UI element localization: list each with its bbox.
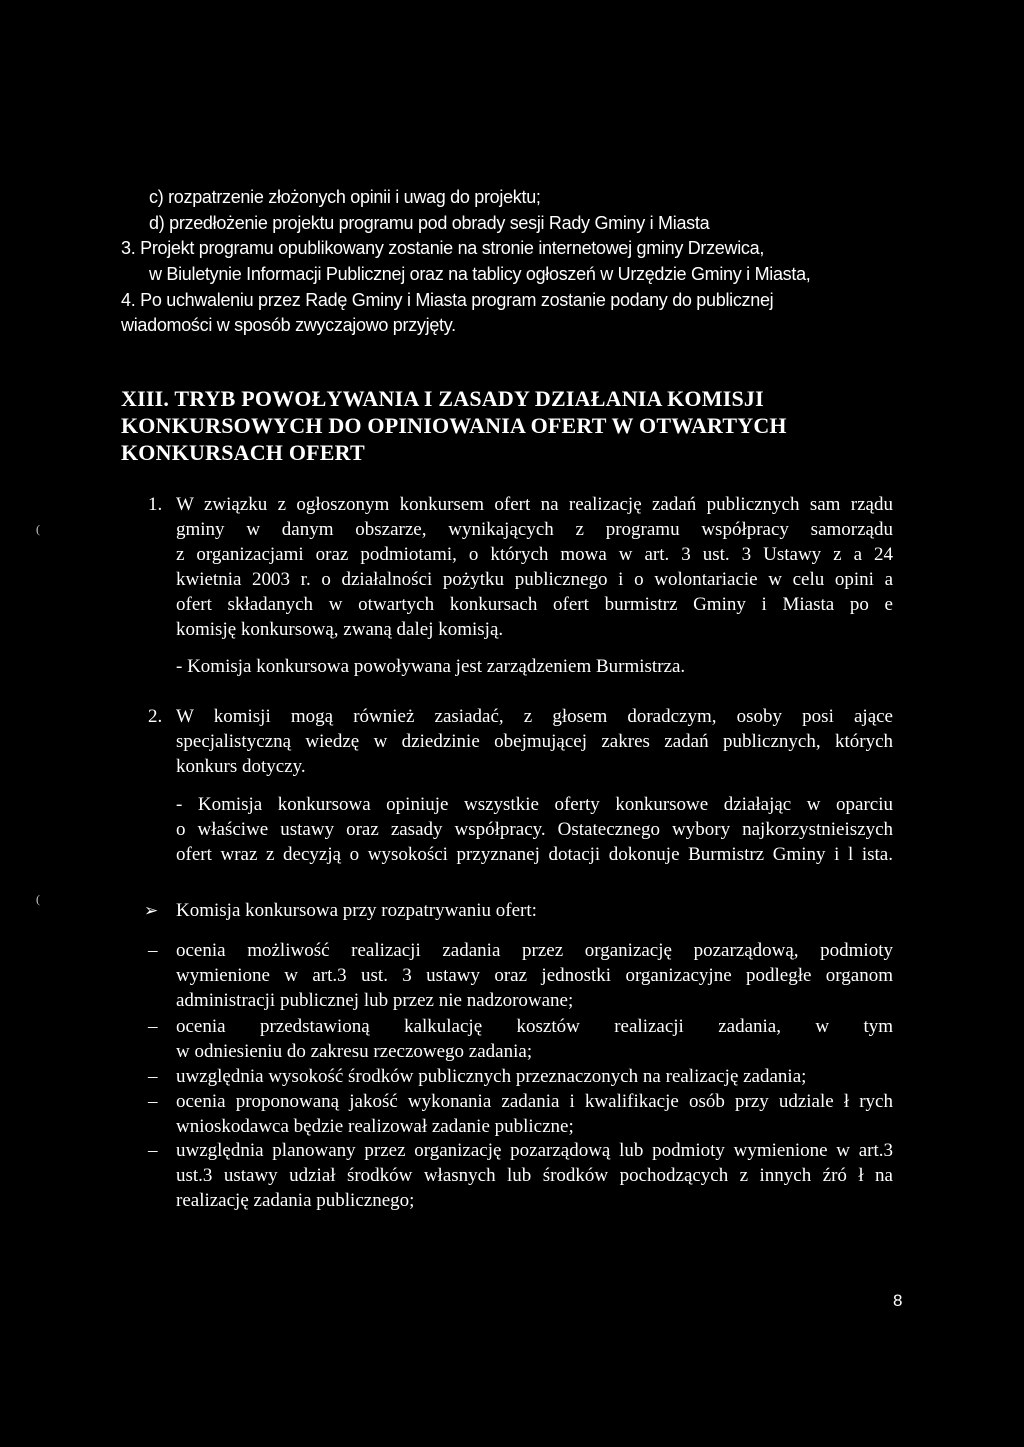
intro-line-3b: w Biuletynie Informacji Publicznej oraz na tablicy ogłoszeń w Urzędzie Gminy i Miasta, [149,264,811,284]
intro-line-4b: wiadomości w sposób zwyczajowo przyjęty. [121,315,456,335]
commission-item-line: realizację zadania publicznego; [176,1190,415,1211]
point-2-line: specjalistyczną wiedzę w dziedzinie obejmującej zakres zadań publicznych, których [176,731,893,752]
point-1-line: kwietnia 2003 r. o działalności pożytku publicznego i o wolontariacie w celu opini a [176,569,893,590]
point-1-line: gminy w danym obszarze, wynikających z programu współpracy samorządu [176,519,893,540]
commission-item-line: uwzględnia wysokość środków publicznych przeznaczonych na realizację zadania; [176,1066,807,1087]
point-1-number: 1. [148,494,163,515]
point-2-note-line: ofert wraz z decyzją o wysokości przyznanej dotacji dokonuje Burmistrz Gminy i l ista. [176,844,893,865]
point-2-line: W komisji mogą również zasiadać, z głosem doradczym, osoby posi ające [176,706,893,727]
intro-line-4a: 4. Po uchwaleniu przez Radę Gminy i Miasta program zostanie podany do publicznej [121,290,774,310]
point-2-line: konkurs dotyczy. [176,756,306,777]
page-number: 8 [893,1291,903,1310]
point-1-line: komisję konkursową, zwaną dalej komisją. [176,619,504,640]
commission-item-line: ocenia proponowaną jakość wykonania zadania i kwalifikacje osób przy udziale ł rych [176,1091,893,1112]
dash-bullet: – [148,940,158,961]
arrow-bullet-icon: ➢ [144,901,159,921]
margin-mark: ( [36,522,40,536]
section-heading-line-2: KONKURSOWYCH DO OPINIOWANIA OFERT W OTWARTYCH [121,413,787,438]
commission-item-line: uwzględnia planowany przez organizację pozarządową lub podmioty wymienione w art.3 [176,1140,893,1161]
dash-bullet: – [148,1140,158,1161]
commission-item-line: administracji publicznej lub przez nie nadzorowane; [176,990,574,1011]
intro-line-d: d) przedłożenie projektu programu pod obrady sesji Rady Gminy i Miasta [149,213,710,233]
point-2-note-line: o właściwe ustawy oraz zasady współpracy. Ostatecznego wybory najkorzystnieiszych [176,819,893,840]
margin-mark: ( [36,892,40,906]
commission-item-line: wnioskodawca będzie realizował zadanie publiczne; [176,1116,574,1137]
section-heading-line-3: KONKURSACH OFERT [121,440,365,465]
point-1-line: ofert składanych w otwartych konkursach ofert burmistrz Gminy i Miasta po e [176,594,893,615]
commission-item-line: ocenia przedstawioną kalkulację kosztów realizacji zadania, w tym [176,1016,893,1037]
point-1-line: z organizacjami oraz podmiotami, o których mowa w art. 3 ust. 3 Ustawy z a 24 [176,544,893,565]
intro-line-3a: 3. Projekt programu opublikowany zostanie na stronie internetowej gminy Drzewica, [121,238,765,258]
dash-bullet: – [148,1016,158,1037]
point-1-note: - Komisja konkursowa powoływana jest zarządzeniem Burmistrza. [176,656,686,677]
point-2-number: 2. [148,706,163,727]
point-2-note-line: - Komisja konkursowa opiniuje wszystkie oferty konkursowe działając w oparciu [176,794,893,815]
commission-title: Komisja konkursowa przy rozpatrywaniu ofert: [176,900,537,921]
commission-item-line: w odniesieniu do zakresu rzeczowego zadania; [176,1041,533,1062]
dash-bullet: – [148,1091,158,1112]
commission-item-line: ocenia możliwość realizacji zadania przez organizację pozarządową, podmioty [176,940,893,961]
section-heading-line-1: XIII. TRYB POWOŁYWANIA I ZASADY DZIAŁANIA KOMISJI [121,386,764,411]
point-1-line: W związku z ogłoszonym konkursem ofert na realizację zadań publicznych sam rządu [176,494,893,515]
commission-item-line: wymienione w art.3 ust. 3 ustawy oraz jednostki organizacyjne podległe organom [176,965,893,986]
dash-bullet: – [148,1066,158,1087]
intro-line-c: c) rozpatrzenie złożonych opinii i uwag do projektu; [149,187,541,207]
commission-item-line: ust.3 ustawy udział środków własnych lub środków pochodzących z innych źró ł na [176,1165,893,1186]
